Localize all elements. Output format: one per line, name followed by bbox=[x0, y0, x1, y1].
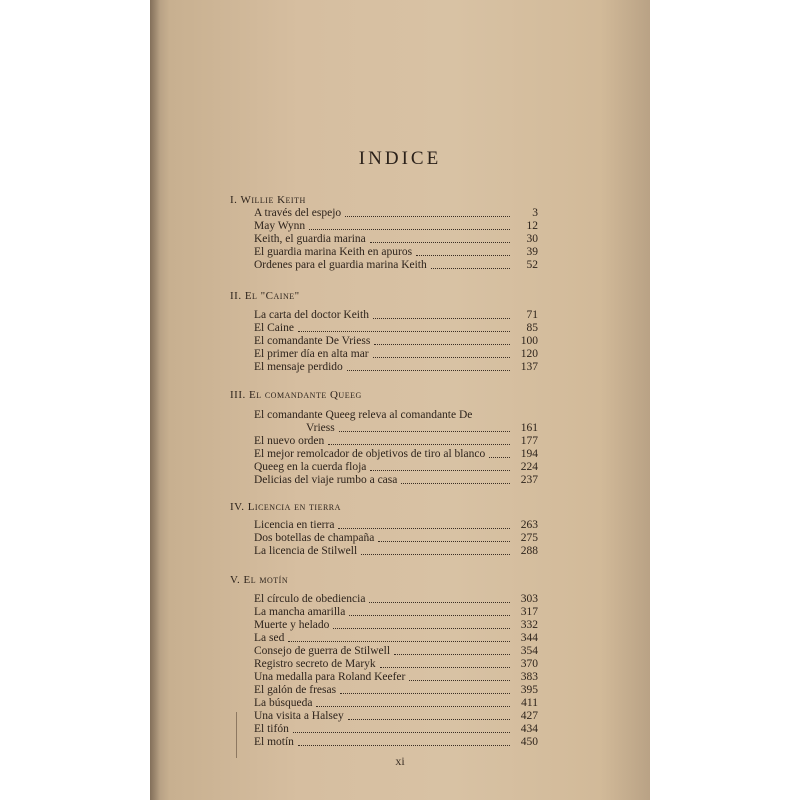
toc-entry: El guardia marina Keith en apuros 39 bbox=[254, 246, 538, 258]
book-page bbox=[150, 0, 650, 800]
toc-entry: El mensaje perdido 137 bbox=[254, 361, 538, 373]
toc-entry: La carta del doctor Keith 71 bbox=[254, 309, 538, 321]
toc-entry: Vriess 161 bbox=[306, 422, 538, 434]
margin-mark bbox=[236, 712, 237, 758]
section-heading: I. Willie Keith bbox=[230, 194, 306, 206]
section-heading: III. El comandante Queeg bbox=[230, 389, 362, 401]
toc-entry: El tifón 434 bbox=[254, 723, 538, 735]
toc-entry: Ordenes para el guardia marina Keith 52 bbox=[254, 259, 538, 271]
toc-entry: El comandante Queeg releva al comandante De bbox=[254, 409, 473, 421]
section-heading: II. El "Caine" bbox=[230, 290, 300, 302]
page-number: xi bbox=[395, 754, 405, 768]
toc-entry: El comandante De Vriess 100 bbox=[254, 335, 538, 347]
toc-entry: Licencia en tierra 263 bbox=[254, 519, 538, 531]
toc-entry: El galón de fresas 395 bbox=[254, 684, 538, 696]
toc-entry: Una visita a Halsey 427 bbox=[254, 710, 538, 722]
toc-entry: La mancha amarilla 317 bbox=[254, 606, 538, 618]
toc-entry: El primer día en alta mar 120 bbox=[254, 348, 538, 360]
toc-entry: El mejor remolcador de objetivos de tiro al blanco 194 bbox=[254, 448, 538, 460]
toc-entry: Una medalla para Roland Keefer 383 bbox=[254, 671, 538, 683]
section-heading: IV. Licencia en tierra bbox=[230, 501, 341, 513]
toc-entry: Keith, el guardia marina 30 bbox=[254, 233, 538, 245]
toc-entry: La licencia de Stilwell 288 bbox=[254, 545, 538, 557]
toc-entry: Muerte y helado 332 bbox=[254, 619, 538, 631]
toc-entry: La sed 344 bbox=[254, 632, 538, 644]
toc-entry: Delicias del viaje rumbo a casa 237 bbox=[254, 474, 538, 486]
toc-entry: El motín 450 bbox=[254, 736, 538, 748]
toc-entry: El nuevo orden 177 bbox=[254, 435, 538, 447]
toc-entry: Queeg en la cuerda floja 224 bbox=[254, 461, 538, 473]
section-heading: V. El motín bbox=[230, 574, 289, 586]
toc-entry: La búsqueda 411 bbox=[254, 697, 538, 709]
toc-entry: May Wynn 12 bbox=[254, 220, 538, 232]
toc-entry: El Caine 85 bbox=[254, 322, 538, 334]
toc-entry: Registro secreto de Maryk 370 bbox=[254, 658, 538, 670]
toc-entry: Consejo de guerra de Stilwell 354 bbox=[254, 645, 538, 657]
toc-entry: El círculo de obediencia 303 bbox=[254, 593, 538, 605]
toc-entry: Dos botellas de champaña 275 bbox=[254, 532, 538, 544]
toc-entry: A través del espejo 3 bbox=[254, 207, 538, 219]
page-title: INDICE bbox=[358, 148, 442, 169]
